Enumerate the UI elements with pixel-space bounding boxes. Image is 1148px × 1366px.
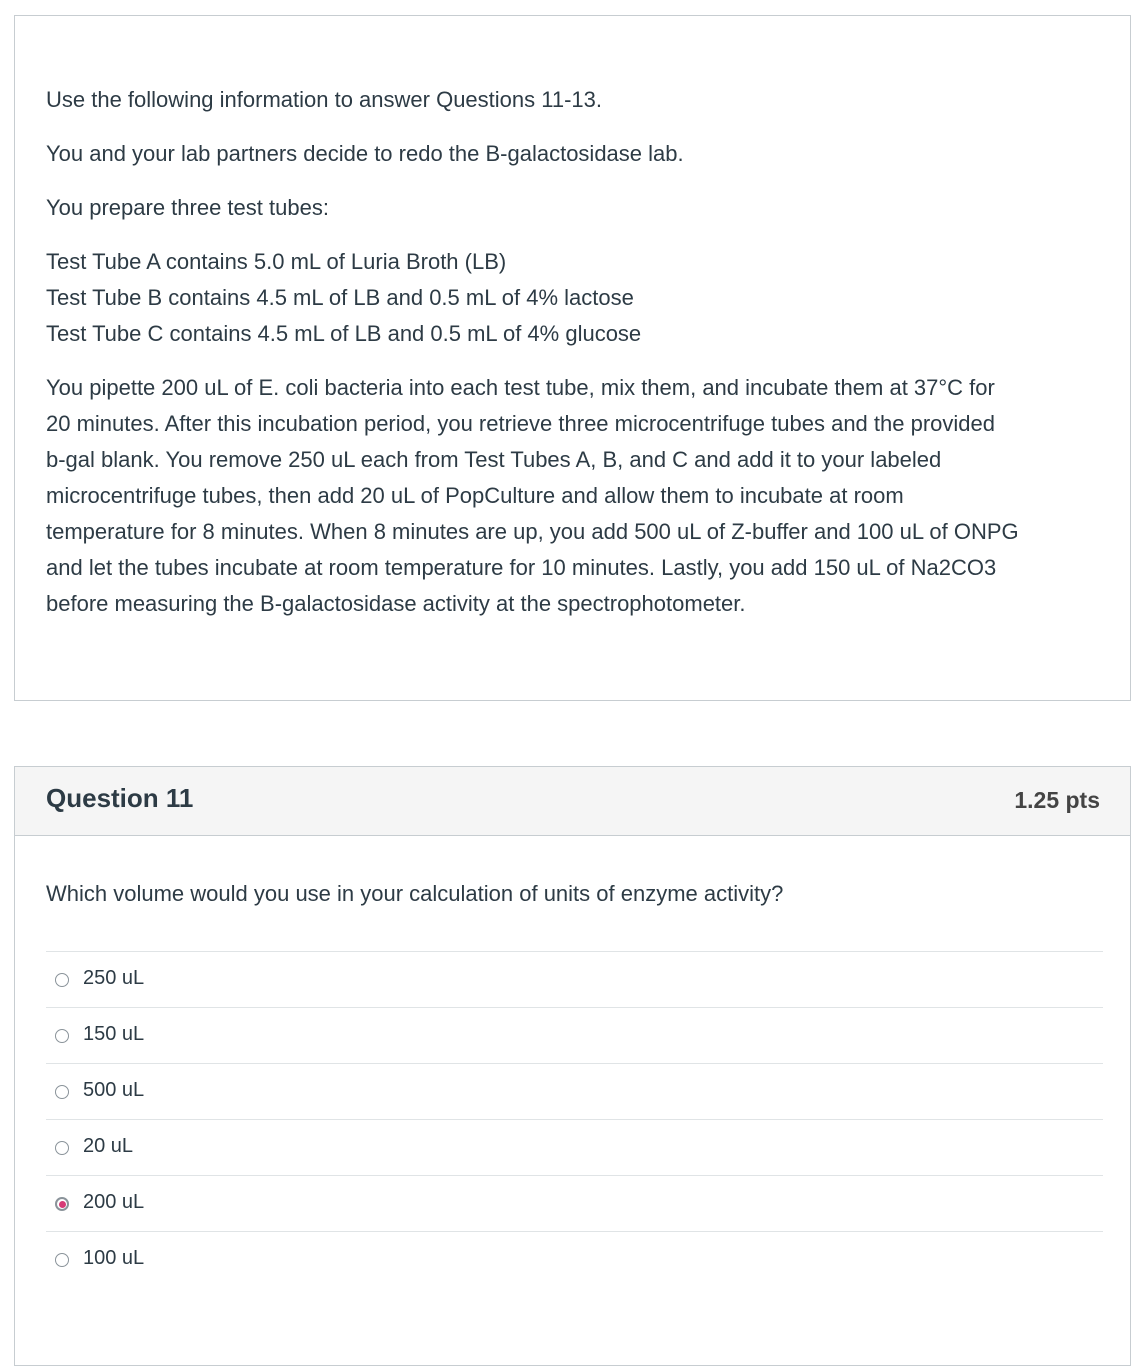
- answer-option-200[interactable]: [46, 1175, 1103, 1231]
- radio-button[interactable]: [55, 1029, 69, 1043]
- test-tube-b: Test Tube B contains 4.5 mL of LB and 0.5 mL of 4% lactose: [46, 285, 634, 310]
- answer-label[interactable]: 500 uL: [83, 1079, 145, 1101]
- answer-option-500[interactable]: [46, 1063, 1103, 1119]
- info-line-2: You and your lab partners decide to redo the B-galactosidase lab.: [46, 141, 684, 166]
- question-text: Which volume would you use in your calculation of units of enzyme activity?: [46, 881, 784, 906]
- procedure-line: and let the tubes incubate at room temperature for 10 minutes. Lastly, you add 150 uL of Na2CO3: [46, 555, 997, 580]
- question-title: Question 11: [46, 783, 194, 813]
- procedure-line: 20 minutes. After this incubation period, you retrieve three microcentrifuge tubes and the provided: [46, 411, 995, 436]
- answer-option-100[interactable]: [46, 1231, 1103, 1287]
- procedure-line: b-gal blank. You remove 250 uL each from Test Tubes A, B, and C and add it to your labeled: [46, 447, 942, 472]
- radio-button[interactable]: [55, 1253, 69, 1267]
- info-text: [46, 82, 1106, 622]
- answer-label[interactable]: 200 uL: [83, 1191, 145, 1213]
- info-line-3: You prepare three test tubes:: [46, 195, 329, 220]
- answer-label[interactable]: 250 uL: [83, 967, 145, 989]
- radio-button[interactable]: [55, 1141, 69, 1155]
- test-tube-c: Test Tube C contains 4.5 mL of LB and 0.5 mL of 4% glucose: [46, 321, 642, 346]
- radio-button[interactable]: [55, 973, 69, 987]
- answer-label[interactable]: 150 uL: [83, 1023, 145, 1045]
- info-intro: Use the following information to answer Questions 11-13.: [46, 87, 602, 112]
- answer-option-250[interactable]: [46, 951, 1103, 1007]
- info-panel: [14, 15, 1131, 701]
- answer-option-20[interactable]: [46, 1119, 1103, 1175]
- radio-button[interactable]: [55, 1085, 69, 1099]
- procedure-line: microcentrifuge tubes, then add 20 uL of PopCulture and allow them to incubate at room: [46, 483, 904, 508]
- procedure-line: You pipette 200 uL of E. coli bacteria into each test tube, mix them, and incubate them at 37°C for: [46, 375, 995, 400]
- question-panel: [14, 766, 1131, 1366]
- procedure-line: temperature for 8 minutes. When 8 minutes are up, you add 500 uL of Z-buffer and 100 uL of ONPG: [46, 519, 1019, 544]
- question-points: 1.25 pts: [1014, 787, 1100, 813]
- answer-list: [46, 951, 1103, 1287]
- procedure-line: before measuring the B-galactosidase activity at the spectrophotometer.: [46, 591, 746, 616]
- question-header: [15, 767, 1130, 836]
- answer-label[interactable]: 20 uL: [83, 1135, 134, 1157]
- answer-label[interactable]: 100 uL: [83, 1247, 145, 1269]
- answer-option-150[interactable]: [46, 1007, 1103, 1063]
- test-tube-a: Test Tube A contains 5.0 mL of Luria Broth (LB): [46, 249, 507, 274]
- radio-button-selected[interactable]: [55, 1197, 69, 1211]
